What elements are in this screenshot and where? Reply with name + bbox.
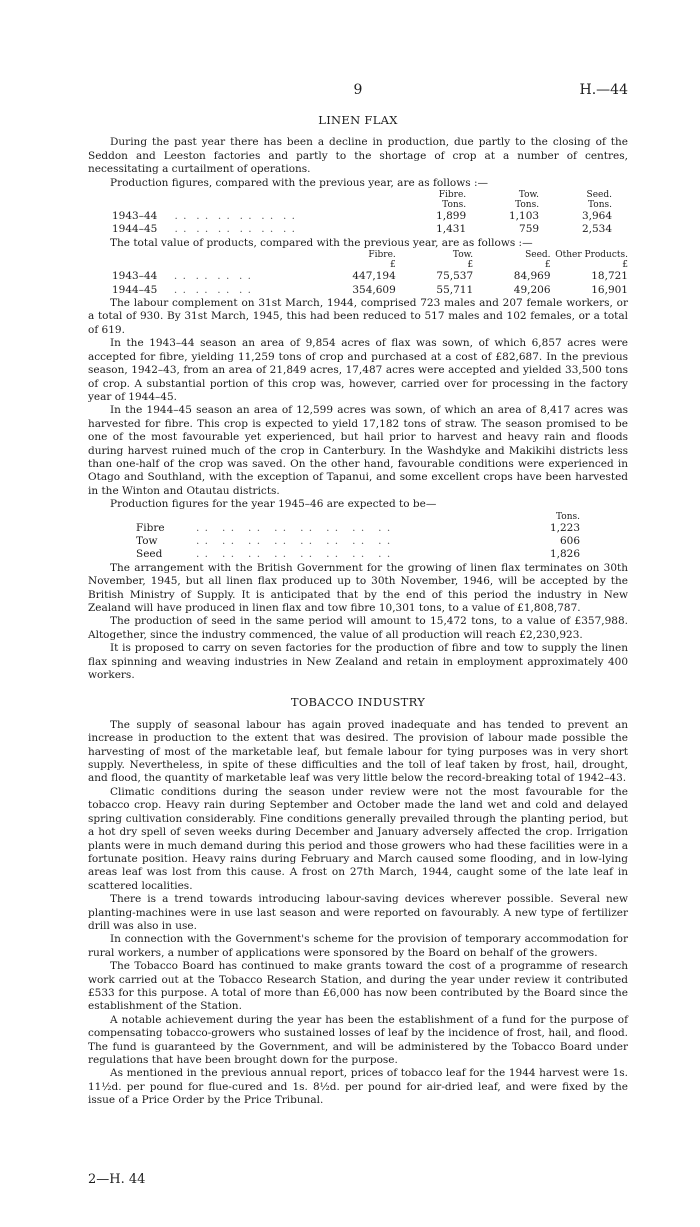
- paragraph: The production of seed in the same period will amount to 15,472 tons, to a value of £357,988. Altogether, since the industry commenced, the value of all production will reach £2,230,923.: [88, 615, 628, 641]
- table-cell: 759: [519, 223, 540, 236]
- table-row: 1943–44 . . . . . . . . 447,194 75,537 84,969 18,721: [112, 270, 628, 283]
- column-unit: £: [390, 260, 396, 271]
- paragraph: The Tobacco Board has continued to make grants toward the cost of a programme of research work carried out at the Tobacco Research Station, and during the year under review it contributed £533 for this purpose. A total of more than £6,000 has now been contributed by the Board since the establishment of the Station.: [88, 960, 628, 1013]
- table-cell: 354,609: [352, 283, 396, 296]
- column-header: Other Products.: [555, 250, 628, 261]
- row-label: 1944–45: [112, 223, 158, 236]
- row-label: 1944–45: [112, 283, 158, 296]
- table-cell: 2,534: [581, 223, 612, 236]
- table-cell: 1,223: [549, 521, 580, 534]
- column-header: Seed.: [586, 190, 612, 201]
- paragraph: Climatic conditions during the season under review were not the most favourable for the tobacco crop. Heavy rain during September and October made the land wet and cold and delayed spring cultivation considerably. Fine conditions generally prevailed through the planting period, but a hot dry spell of seven weeks during December and January adversely affected the crop. Irrigation plants were in much demand during this period and those growers who had these facilities were in a fortunate position. Heavy rains during February and March caused some flooding, and in low-lying areas leaf was lost from this cause. A frost on 27th March, 1944, caught some of the late leaf in scattered localities.: [88, 785, 628, 892]
- linen-flax-heading: LINEN FLAX: [318, 113, 398, 127]
- paragraph: As mentioned in the previous annual report, prices of tobacco leaf for the 1944 harvest were 1s. 11½d. per pound for flue-cured and 1s. 8½d. per pound for air-dried leaf, and were fixed by the issue of a Price Order by the Price Tribunal.: [88, 1067, 628, 1107]
- page-header: [88, 82, 628, 102]
- value-table: [112, 250, 628, 297]
- page-number: 9: [353, 82, 363, 98]
- table-cell: 606: [559, 534, 580, 547]
- table-row: Tow . . . . . . . . . . . . . . . . 606: [136, 534, 580, 547]
- table-cell: 447,194: [352, 270, 396, 283]
- paragraph: In the 1943–44 season an area of 9,854 acres of flax was sown, of which 6,857 acres were accepted for fibre, yielding 11,259 tons of crop and purchased at a cost of £82,687. In the previous season, 1942–43, from an area of 21,849 acres, 17,487 acres were accepted and yielded 33,500 tons of crop. A substantial portion of this crop was, however, carried over for processing in the factory year of 1944–45.: [88, 337, 628, 403]
- paragraph: The supply of seasonal labour has again proved inadequate and has tended to prevent an increase in production to the extent that was desired. The provision of labour made possible the harvesting of most of the marketable leaf, but female labour for tying purposes was in very short supply. Nevertheless, in spite of these difficulties and the toll of leaf taken by frost, hail, drought, and flood, the quantity of marketable leaf was very little below the record-breaking total of 1942–43.: [88, 718, 628, 785]
- column-unit: £: [467, 260, 474, 271]
- paragraph: The arrangement with the British Government for the growing of linen flax terminates on 30th November, 1945, but all linen flax produced up to 30th November, 1946, will be accepted by the British Ministry of Supply. It is anticipated that by the end of this period the industry in New Zealand will have produced in linen flax and tow fibre 10,301 tons, to a value of £1,808,787.: [88, 561, 628, 614]
- column-unit: £: [544, 260, 551, 271]
- paragraph: In connection with the Government's scheme for the provision of temporary accommodation for rural workers, a number of applications were sponsored by the Board on behalf of the growers.: [88, 933, 628, 959]
- table-row: 1944–45 . . . . . . . . 354,609 55,711 49,206 16,901: [112, 283, 628, 296]
- column-unit: Tons.: [556, 511, 580, 522]
- table-cell: 16,901: [591, 283, 628, 296]
- tobacco-industry-heading: TOBACCO INDUSTRY: [290, 695, 426, 710]
- column-unit: Tons.: [515, 200, 540, 211]
- document-reference: H.—44: [579, 82, 628, 98]
- table-row: Fibre . . . . . . . . . . . . . . . . 1,223: [136, 521, 580, 534]
- table-cell: 3,964: [581, 210, 612, 223]
- paragraph: In the 1944–45 season an area of 12,599 acres was sown, of which an area of 8,417 acres was harvested for fibre. This crop is expected to yield 17,182 tons of straw. The season promised to be one of the most favourable yet experienced, but hail prior to harvest and heavy rain and floods during harvest ruined much of the crop in Canterbury. In the Washdyke and Makikihi districts less than one-half of the crop was saved. On the other hand, favourable conditions were experienced in Otago and Southland, with the exception of Tapanui, and some excellent crops have been harvested in the Winton and Otautau districts.: [88, 404, 628, 497]
- table-cell: 84,969: [513, 270, 551, 283]
- paragraph: A notable achievement during the year has been the establishment of a fund for the purpose of compensating tobacco-growers who sustained losses of leaf by the incidence of frost, hail, and flood. The fund is guaranteed by the Government, and will be administered by the Tobacco Board under regulations that have been brought down for the purpose.: [88, 1013, 628, 1066]
- table-cell: 55,711: [436, 283, 474, 296]
- table-cell: 75,537: [436, 270, 474, 283]
- sheet-reference: 2—H. 44: [88, 1172, 146, 1187]
- column-unit: Tons.: [442, 200, 467, 211]
- column-header: Fibre.: [368, 250, 396, 261]
- table-cell: 1,431: [436, 223, 467, 236]
- production-table: [112, 190, 612, 237]
- row-label: Fibre: [136, 521, 165, 534]
- table-row: Seed . . . . . . . . . . . . . . . . 1,826: [136, 548, 580, 561]
- table-cell: 1,103: [509, 210, 540, 223]
- table-cell: 18,721: [591, 270, 628, 283]
- row-label: 1943–44: [112, 210, 158, 223]
- page-content: [88, 114, 628, 1108]
- column-unit: Tons.: [588, 200, 612, 211]
- row-label: Seed: [136, 548, 163, 561]
- column-header: Tow.: [452, 250, 474, 261]
- paragraph: The labour complement on 31st March, 1944, comprised 723 males and 207 female workers, or a total of 930. By 31st March, 1945, this had been reduced to 517 males and 102 females, or a total of 619.: [88, 297, 628, 336]
- column-header: Seed.: [525, 250, 551, 261]
- column-header: Fibre.: [438, 190, 467, 201]
- table-row: 1944–45 . . . . . . . . . . . . 1,431 759 2,534: [112, 223, 612, 236]
- paragraph: During the past year there has been a decline in production, due partly to the closing of the Seddon and Leeston factories and partly to the shortage of crop at a number of centres, necessitating a curtailment of operations.: [88, 136, 628, 176]
- table-cell: 49,206: [513, 283, 551, 296]
- column-unit: £: [622, 260, 628, 271]
- paragraph: It is proposed to carry on seven factories for the production of fibre and tow to supply the linen flax spinning and weaving industries in New Zealand and retain in employment approximately 400 workers.: [88, 642, 628, 682]
- row-label: Tow: [136, 534, 158, 547]
- paragraph: There is a trend towards introducing labour-saving devices wherever possible. Several new planting-machines were in use last season and were reported on favourably. A new type of fertilizer drill was also in use.: [88, 893, 628, 932]
- table-cell: 1,826: [549, 548, 580, 561]
- table-cell: 1,899: [436, 210, 467, 223]
- paragraph: The total value of products, compared with the previous year, are as follows :—: [110, 236, 533, 249]
- column-header: Tow.: [518, 190, 540, 201]
- paragraph: Production figures, compared with the previous year, are as follows :—: [110, 176, 488, 189]
- table-row: 1943–44 . . . . . . . . . . . . 1,899 1,103 3,964: [112, 210, 612, 223]
- paragraph: Production figures for the year 1945–46 are expected to be—: [110, 498, 437, 511]
- row-label: 1943–44: [112, 270, 158, 283]
- expected-production-table: [136, 512, 580, 562]
